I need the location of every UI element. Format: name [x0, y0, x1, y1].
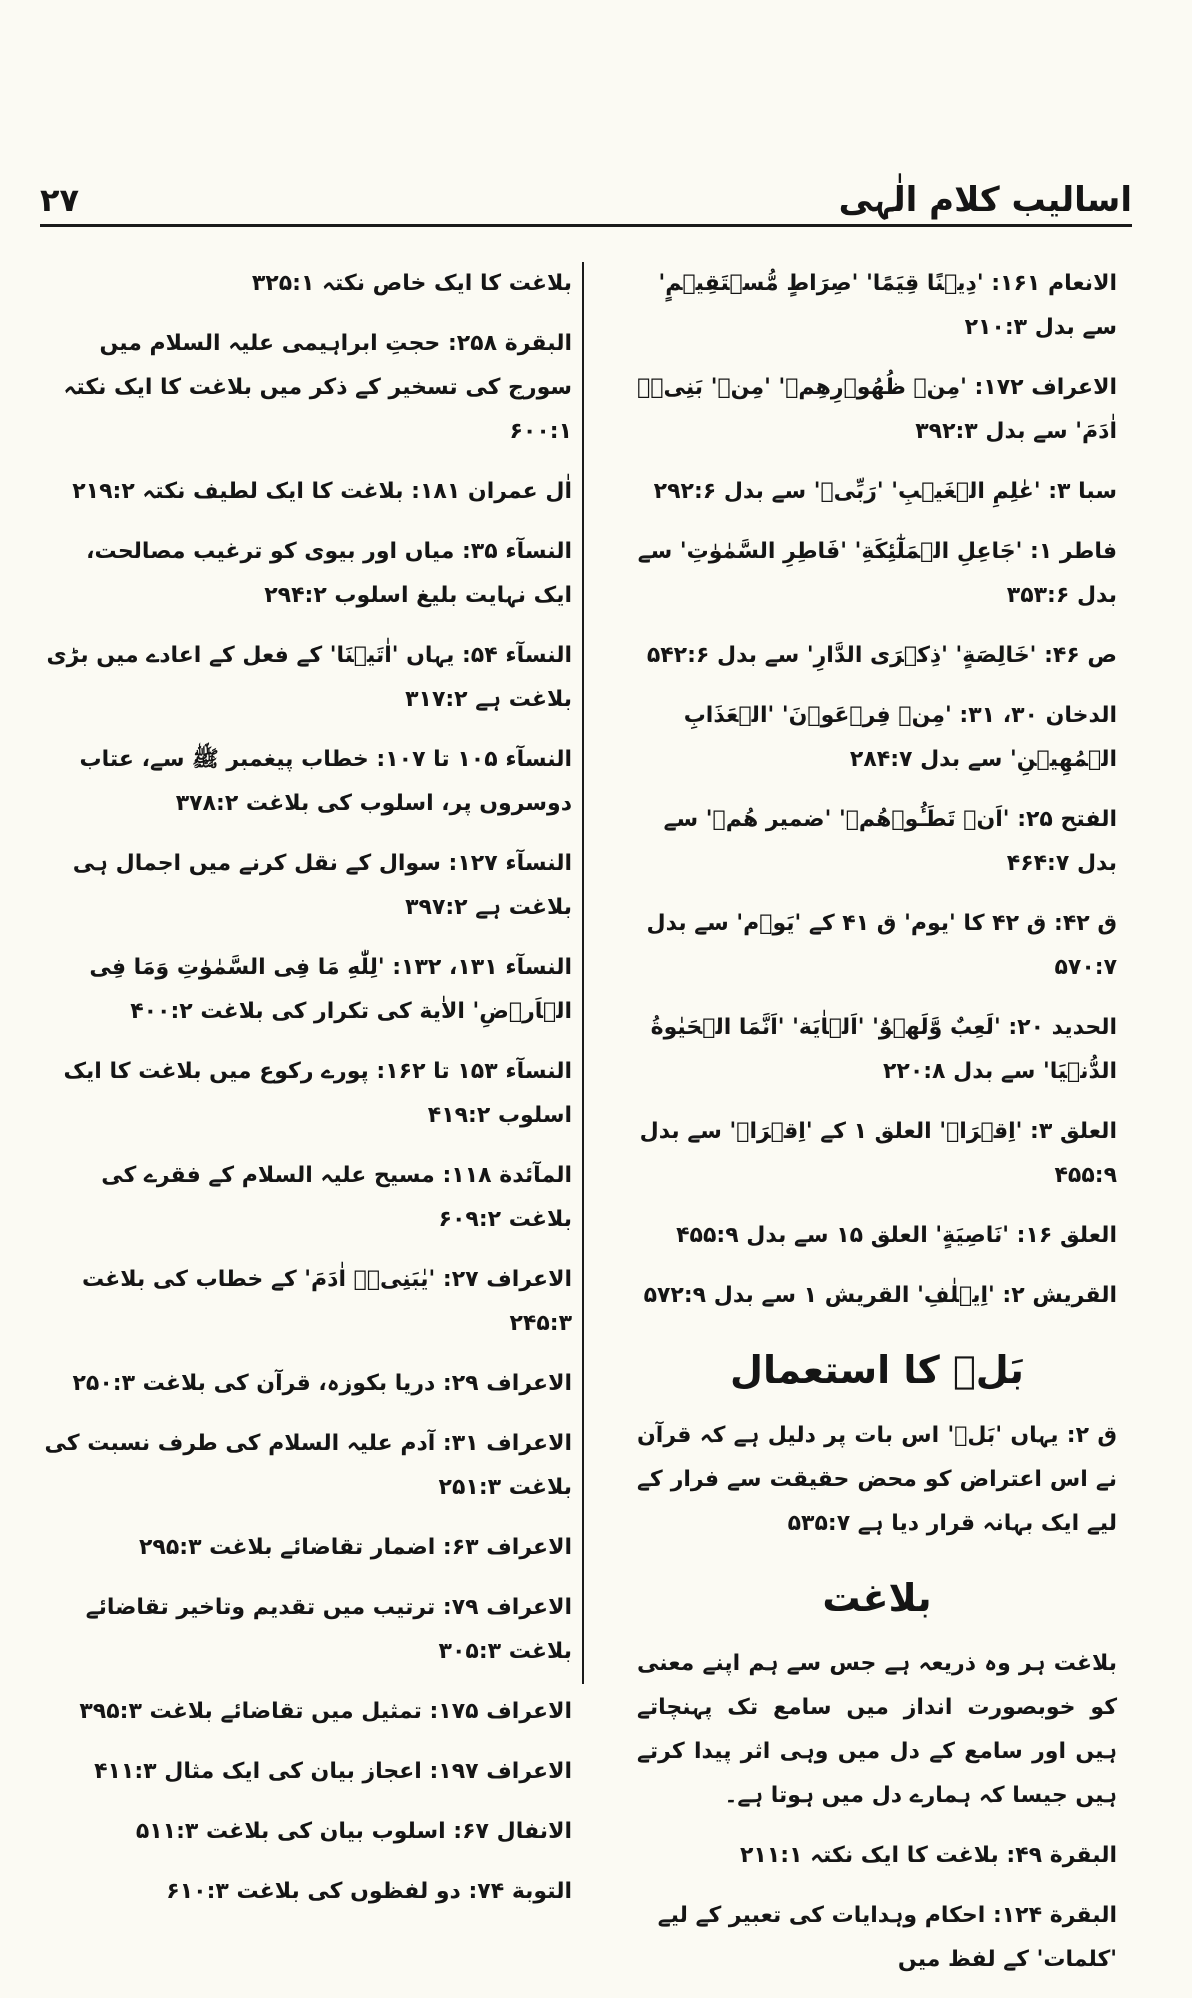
index-entry: العلق ۳: 'اِقۡرَاۡ' العلق ۱ کے 'اِقۡرَاۡ' سے بدل ۴۵۵:۹: [639, 1119, 1117, 1188]
right-column: [637, 262, 1117, 1998]
page-number: ۲۷: [40, 181, 80, 219]
index-entry: الاعراف ۱۹۷: اعجاز بیان کی ایک مثال ۴۱۱:۳: [94, 1759, 572, 1784]
running-title: اسالیب کلام الٰہی: [838, 180, 1132, 220]
index-entry: الاعراف ۷۹: ترتیب میں تقدیم وتاخیر تقاضائے بلاغت ۳۰۵:۳: [85, 1595, 572, 1664]
index-entry: اٰل عمران ۱۸۱: بلاغت کا ایک لطیف نکتہ ۲۱۹:۲: [72, 479, 572, 504]
index-entry: بلاغت کا ایک خاص نکتہ ۳۲۵:۱: [251, 271, 572, 296]
index-entry: الحدید ۲۰: 'لَعِبٌ وَّلَهۡوٌ' 'اَلۡاٰیَة' 'اَنَّمَا الۡحَیٰوةُ الدُّنۡیَا' سے بدل ۲۲۰:۸: [650, 1015, 1117, 1084]
index-entry: النسآء ۱۲۷: سوال کے نقل کرنے میں اجمال ہی بلاغت ہے ۳۹۷:۲: [72, 851, 572, 920]
index-entry: ص ۴۶: 'خَالِصَةٍ' 'ذِکۡرَی الدَّارِ' سے بدل ۵۴۲:۶: [646, 643, 1117, 668]
index-entry: الاعراف ۲۹: دریا بکوزہ، قرآن کی بلاغت ۲۵۰:۳: [72, 1371, 572, 1396]
index-entry: سبا ۳: 'عٰلِمِ الۡغَیۡبِ' 'رَبِّیۡ' سے بدل ۲۹۲:۶: [653, 479, 1117, 504]
index-entry: النسآء ۳۵: میاں اور بیوی کو ترغیب مصالحت، ایک نہایت بلیغ اسلوب ۲۹۴:۲: [86, 539, 572, 608]
index-entry: المآئدة ۱۱۸: مسیح علیہ السلام کے فقرے کی بلاغت ۶۰۹:۲: [101, 1163, 572, 1232]
index-entry: فاطر ۱: 'جَاعِلِ الۡمَلٰٓئِکَةِ' 'فَاطِرِ السَّمٰوٰتِ' سے بدل ۳۵۳:۶: [637, 539, 1117, 608]
section-heading-balaghat: بلاغت: [822, 1576, 932, 1620]
column-divider: [582, 262, 584, 1684]
index-entry: الدخان ۳۰، ۳۱: 'مِنۡ فِرۡعَوۡنَ' 'الۡعَذَابِ الۡمُهِیۡنِ' سے بدل ۲۸۴:۷: [683, 703, 1117, 772]
index-entry: الاعراف ۱۷۵: تمثیل میں تقاضائے بلاغت ۳۹۵:۳: [79, 1699, 572, 1724]
index-entry: الاعراف ۱۷۲: 'مِنۡ ظُهُوۡرِهِمۡ' 'مِنۡ' بَنِیۡۤ اٰدَمَ' سے بدل ۳۹۲:۳: [637, 375, 1117, 444]
section-heading-bal-usage: بَلۡ کا استعمال: [730, 1348, 1024, 1392]
header-rule: [40, 224, 1132, 227]
index-entry: الاعراف ۳۱: آدم علیہ السلام کی طرف نسبت کی بلاغت ۲۵۱:۳: [44, 1431, 572, 1500]
section-paragraph: ق ۲: یہاں 'بَلۡ' اس بات پر دلیل ہے کہ قرآن نے اس اعتراض کو محض حقیقت سے فرار کے لیے ایک بہانہ قرار دیا ہے ۵۳۵:۷: [637, 1423, 1117, 1536]
index-entry: التوبة ۷۴: دو لفظوں کی بلاغت ۶۱۰:۳: [166, 1879, 572, 1904]
index-entry: الانفال ۶۷: اسلوب بیان کی بلاغت ۵۱۱:۳: [135, 1819, 572, 1844]
index-entry: العلق ۱۶: 'نَاصِیَةٍ' العلق ۱۵ سے بدل ۴۵۵:۹: [676, 1223, 1117, 1248]
index-entry: البقرة ۱۲۴: احکام وہدایات کی تعبیر کے لیے 'کلمات' کے لفظ میں: [657, 1903, 1117, 1972]
index-entry: البقرة ۴۹: بلاغت کا ایک نکتہ ۲۱۱:۱: [739, 1843, 1117, 1868]
index-entry: النسآء ۱۰۵ تا ۱۰۷: خطاب پیغمبر ﷺ سے، عتاب دوسروں پر، اسلوب کی بلاغت ۳۷۸:۲: [79, 747, 572, 816]
index-entry: الاعراف ۲۷: 'یٰبَنِیۡۤ اٰدَمَ' کے خطاب کی بلاغت ۲۴۵:۳: [81, 1267, 572, 1336]
index-entry: الانعام ۱۶۱: 'دِیۡنًا قِیَمًا' 'صِرَاطٍ مُّسۡتَقِیۡمٍ' سے بدل ۲۱۰:۳: [658, 271, 1117, 340]
index-entry: الفتح ۲۵: 'اَنۡ تَطَـُٔوۡهُمۡ' 'ضمیر هُمۡ' سے بدل ۴۶۴:۷: [663, 807, 1117, 876]
index-entry: الاعراف ۶۳: اضمار تقاضائے بلاغت ۲۹۵:۳: [139, 1535, 572, 1560]
section-paragraph: بلاغت ہر وہ ذریعہ ہے جس سے ہم اپنے معنی کو خوبصورت انداز میں سامع تک پہنچاتے ہیں اور سامع کے دل میں وہی اثر پیدا کرتے ہیں جیسا کہ ہمارے دل میں ہوتا ہے۔: [637, 1651, 1117, 1808]
index-entry: ق ۴۲: ق ۴۲ کا 'یوم' ق ۴۱ کے 'یَوۡم' سے بدل ۵۷۰:۷: [646, 911, 1117, 980]
page-header: [40, 180, 1132, 230]
index-entry: النسآء ۱۳۱، ۱۳۲: 'لِلّٰهِ مَا فِی السَّمٰوٰتِ وَمَا فِی الۡاَرۡضِ' الاٰیة کی تکرار کی بلاغت ۴۰۰:۲: [89, 955, 572, 1024]
index-entry: القریش ۲: 'اِیۡلٰفِ' القریش ۱ سے بدل ۵۷۲:۹: [643, 1283, 1117, 1308]
index-entry: النسآء ۱۵۳ تا ۱۶۲: پورے رکوع میں بلاغت کا ایک اسلوب ۴۱۹:۲: [63, 1059, 572, 1128]
index-entry: النسآء ۵۴: یہاں 'اٰتَیۡنَا' کے فعل کے اعادے میں بڑی بلاغت ہے ۳۱۷:۲: [46, 643, 572, 712]
index-entry: البقرة ۲۵۸: حجتِ ابراہیمی علیہ السلام میں سورج کی تسخیر کے ذکر میں بلاغت کا ایک نکتہ ۶۰۰:۱: [63, 331, 572, 444]
left-column: [42, 262, 572, 1930]
